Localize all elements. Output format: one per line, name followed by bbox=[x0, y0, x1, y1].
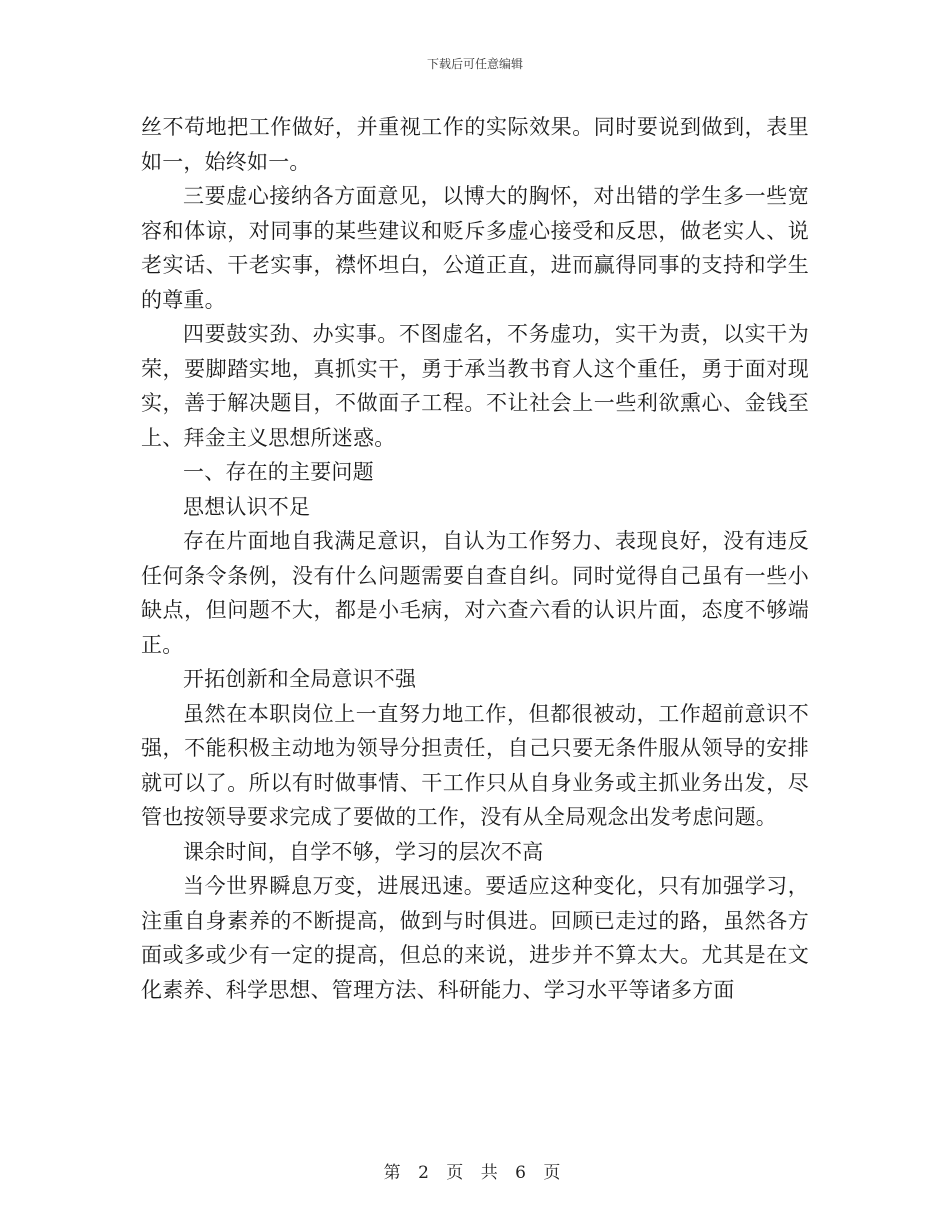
subheading-3: 课余时间，自学不够，学习的层次不高 bbox=[183, 839, 544, 864]
paragraph-4: 存在片面地自我满足意识，自认为工作努力、表现良好，没有违反任何条令条例，没有什么问题需要自查自纠。同时觉得自己虽有一些小缺点，但问题不大，都是小毛病，对六查六看的认识片面，态度不够端正。 bbox=[141, 529, 809, 657]
paragraph-6: 当今世界瞬息万变，进展迅速。要适应这种变化，只有加强学习，注重自身素养的不断提高，做到与时俱进。回顾已走过的路，虽然各方面或多或少有一定的提高，但总的来说，进步并不算太大。尤其是在文化素养、科学思想、管理方法、科研能力、学习水平等诸多方面 bbox=[141, 874, 809, 1002]
paragraph-2: 三要虚心接纳各方面意见，以博大的胸怀，对出错的学生多一些宽容和体谅，对同事的某些建议和贬斥多虚心接受和反思，做老实人、说老实话、干老实事，襟怀坦白，公道正直，进而赢得同事的支持和学生的尊重。 bbox=[141, 184, 809, 312]
page-header: 下载后可任意编辑 bbox=[426, 57, 523, 71]
section-heading: 一、存在的主要问题 bbox=[183, 460, 374, 484]
paragraph-1: 丝不苟地把工作做好，并重视工作的实际效果。同时要说到做到，表里如一，始终如一。 bbox=[141, 115, 809, 174]
paragraph-3: 四要鼓实劲、办实事。不图虚名，不务虚功，实干为责，以实干为荣，要脚踏实地，真抓实干，勇于承当教书育人这个重任，勇于面对现实，善于解决题目，不做面子工程。不让社会上一些利欲熏心、金钱至上、拜金主义思想所迷惑。 bbox=[141, 322, 809, 450]
subheading-2: 开拓创新和全局意识不强 bbox=[183, 667, 417, 691]
paragraph-5: 虽然在本职岗位上一直努力地工作，但都很被动，工作超前意识不强，不能积极主动地为领导分担责任，自己只要无条件服从领导的安排就可以了。所以有时做事情、干工作只从自身业务或主抓业务出发，尽管也按领导要求完成了要做的工作，没有从全局观念出发考虑问题。 bbox=[141, 701, 809, 829]
page-number: 第 2 页 共 6 页 bbox=[383, 1163, 567, 1183]
subheading-1: 思想认识不足 bbox=[183, 494, 311, 519]
document-body bbox=[141, 110, 809, 1007]
